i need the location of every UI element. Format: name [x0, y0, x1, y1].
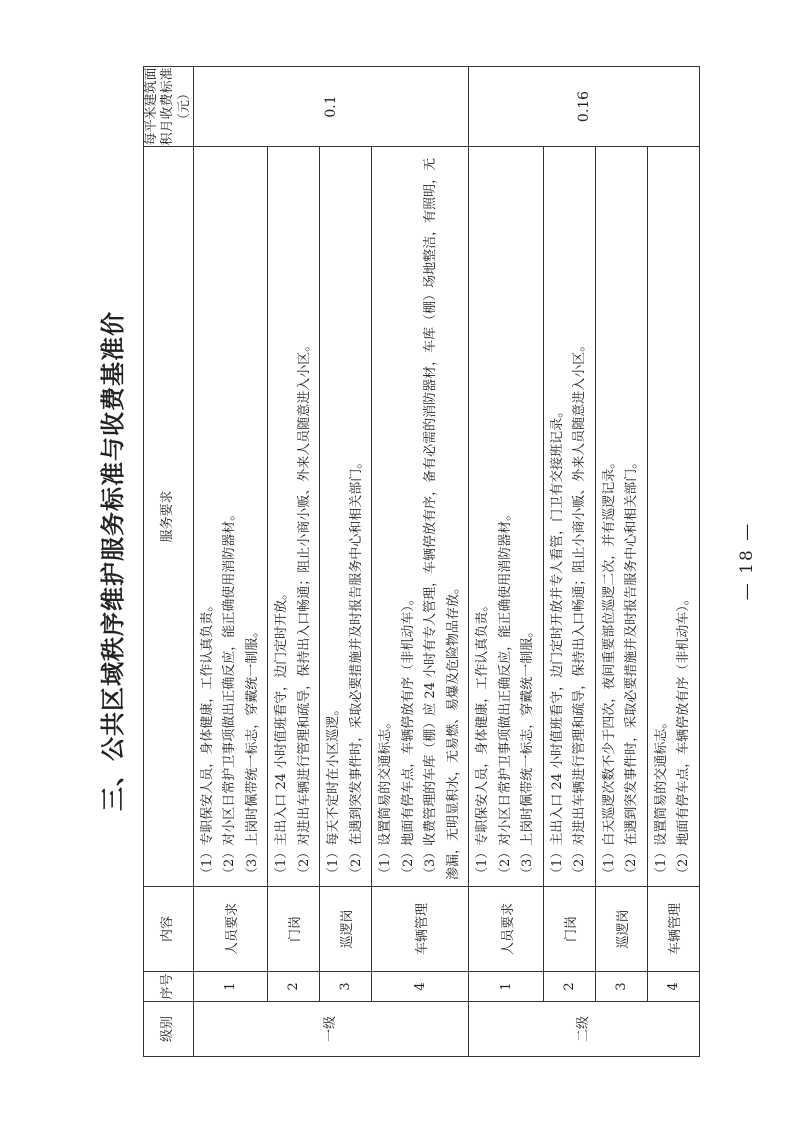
header-seq: 序号 [144, 972, 194, 1002]
tier1-fee: 0.1 [193, 67, 469, 147]
requirement-item: （1）白天巡逻次数不少于四次，夜间重要部位巡逻二次，并有巡逻记录。 [601, 455, 617, 880]
tier1-level: 一级 [193, 1002, 469, 1057]
tier2-row4-seq: 4 [647, 972, 699, 1002]
tier2-level: 二级 [469, 1002, 700, 1057]
page-number: — 18 — [737, 521, 757, 601]
tier2-row1-content: 人员要求 [469, 887, 544, 972]
header-fee: 每平米建筑面积月收费标准（元） [144, 67, 192, 146]
tier1-row4-content: 车辆管理 [372, 887, 469, 972]
table-row [268, 67, 320, 1057]
tier2-row1-seq: 1 [469, 972, 544, 1002]
requirement-item: （3）收费管理的车库（棚）应 24 小时有专人管理，车辆停放有序，备有必需的消防器材，车库（棚）场地整洁，有照明，无渗漏，无明显积水，无易燃、易爆及危险物品存放。 [423, 157, 461, 880]
requirement-item: （3）上岗时佩带统一标志，穿戴统一制服。 [520, 624, 536, 880]
requirement-item: （2）对进出车辆进行管理和疏导，保持出入口畅通；阻止小商小贩、外来人员随意进入小区。 [572, 338, 588, 880]
tier2-row4-content: 车辆管理 [647, 887, 699, 972]
tier2-row3-requirements [595, 147, 647, 887]
header-content: 内容 [144, 887, 194, 972]
tier1-row4-seq: 4 [372, 972, 469, 1002]
table-row [469, 67, 544, 1057]
tier2-row4-requirements [647, 147, 699, 887]
requirement-item: （2）对小区日常护卫事项做出正确反应，能正确使用消防器材。 [222, 507, 238, 880]
requirement-item: （3）上岗时佩带统一标志，穿戴统一制服。 [244, 624, 260, 880]
table-row [543, 67, 595, 1057]
table-row [320, 67, 372, 1057]
requirement-item: （2）地面有停车点，车辆停放有序（非机动车）。 [400, 592, 416, 880]
requirement-item: （2）对小区日常护卫事项做出正确反应，能正确使用消防器材。 [497, 507, 513, 880]
tier1-row1-requirements [193, 147, 268, 887]
tier2-row3-content: 巡逻岗 [595, 887, 647, 972]
tier2-row2-requirements [543, 147, 595, 887]
page-title: 三、公共区域秩序维护服务标准与收费基准价 [98, 311, 127, 811]
tier1-row3-requirements [320, 147, 372, 887]
tier1-row3-content: 巡逻岗 [320, 887, 372, 972]
tier1-row2-content: 门岗 [268, 887, 320, 972]
table-header-row [144, 67, 194, 1057]
tier2-row2-seq: 2 [543, 972, 595, 1002]
requirement-item: （1）每天不定时在小区巡逻。 [326, 702, 342, 880]
service-standard-table [143, 66, 700, 1057]
requirement-item: （1）主出入口 24 小时值班看守，边门定时开放并专人看管，门卫有交接班记录。 [549, 404, 565, 880]
tier2-fee: 0.16 [469, 67, 700, 147]
requirement-item: （1）设置简易的交通标志。 [653, 715, 669, 880]
tier2-row3-seq: 3 [595, 972, 647, 1002]
tier1-row4-requirements [372, 147, 469, 887]
header-requirements: 服务要求 [144, 147, 194, 887]
requirement-item: （1）设置简易的交通标志。 [378, 715, 394, 880]
tier1-row2-requirements [268, 147, 320, 887]
requirement-item: （2）对进出车辆进行管理和疏导，保持出入口畅通；阻止小商小贩、外来人员随意进入小区。 [296, 338, 312, 880]
tier1-row3-seq: 3 [320, 972, 372, 1002]
table-row [647, 67, 699, 1057]
table-row [595, 67, 647, 1057]
table-row [372, 67, 469, 1057]
tier2-row2-content: 门岗 [543, 887, 595, 972]
requirement-item: （1）专职保安人员，身体健康，工作认真负责。 [475, 598, 491, 880]
requirement-item: （2）在遇到突发事件时，采取必要措施并及时报告服务中心和相关部门。 [348, 455, 364, 880]
requirement-item: （2）地面有停车点，车辆停放有序（非机动车）。 [676, 592, 692, 880]
requirement-item: （1）主出入口 24 小时值班看守，边门定时开放。 [274, 586, 290, 880]
tier1-row1-seq: 1 [193, 972, 268, 1002]
tier1-row1-content: 人员要求 [193, 887, 268, 972]
tier1-row2-seq: 2 [268, 972, 320, 1002]
requirement-item: （2）在遇到突发事件时，采取必要措施并及时报告服务中心和相关部门。 [624, 455, 640, 880]
tier2-row1-requirements [469, 147, 544, 887]
header-level: 级别 [144, 1002, 194, 1057]
table-row [193, 67, 268, 1057]
requirement-item: （1）专职保安人员，身体健康，工作认真负责。 [199, 598, 215, 880]
